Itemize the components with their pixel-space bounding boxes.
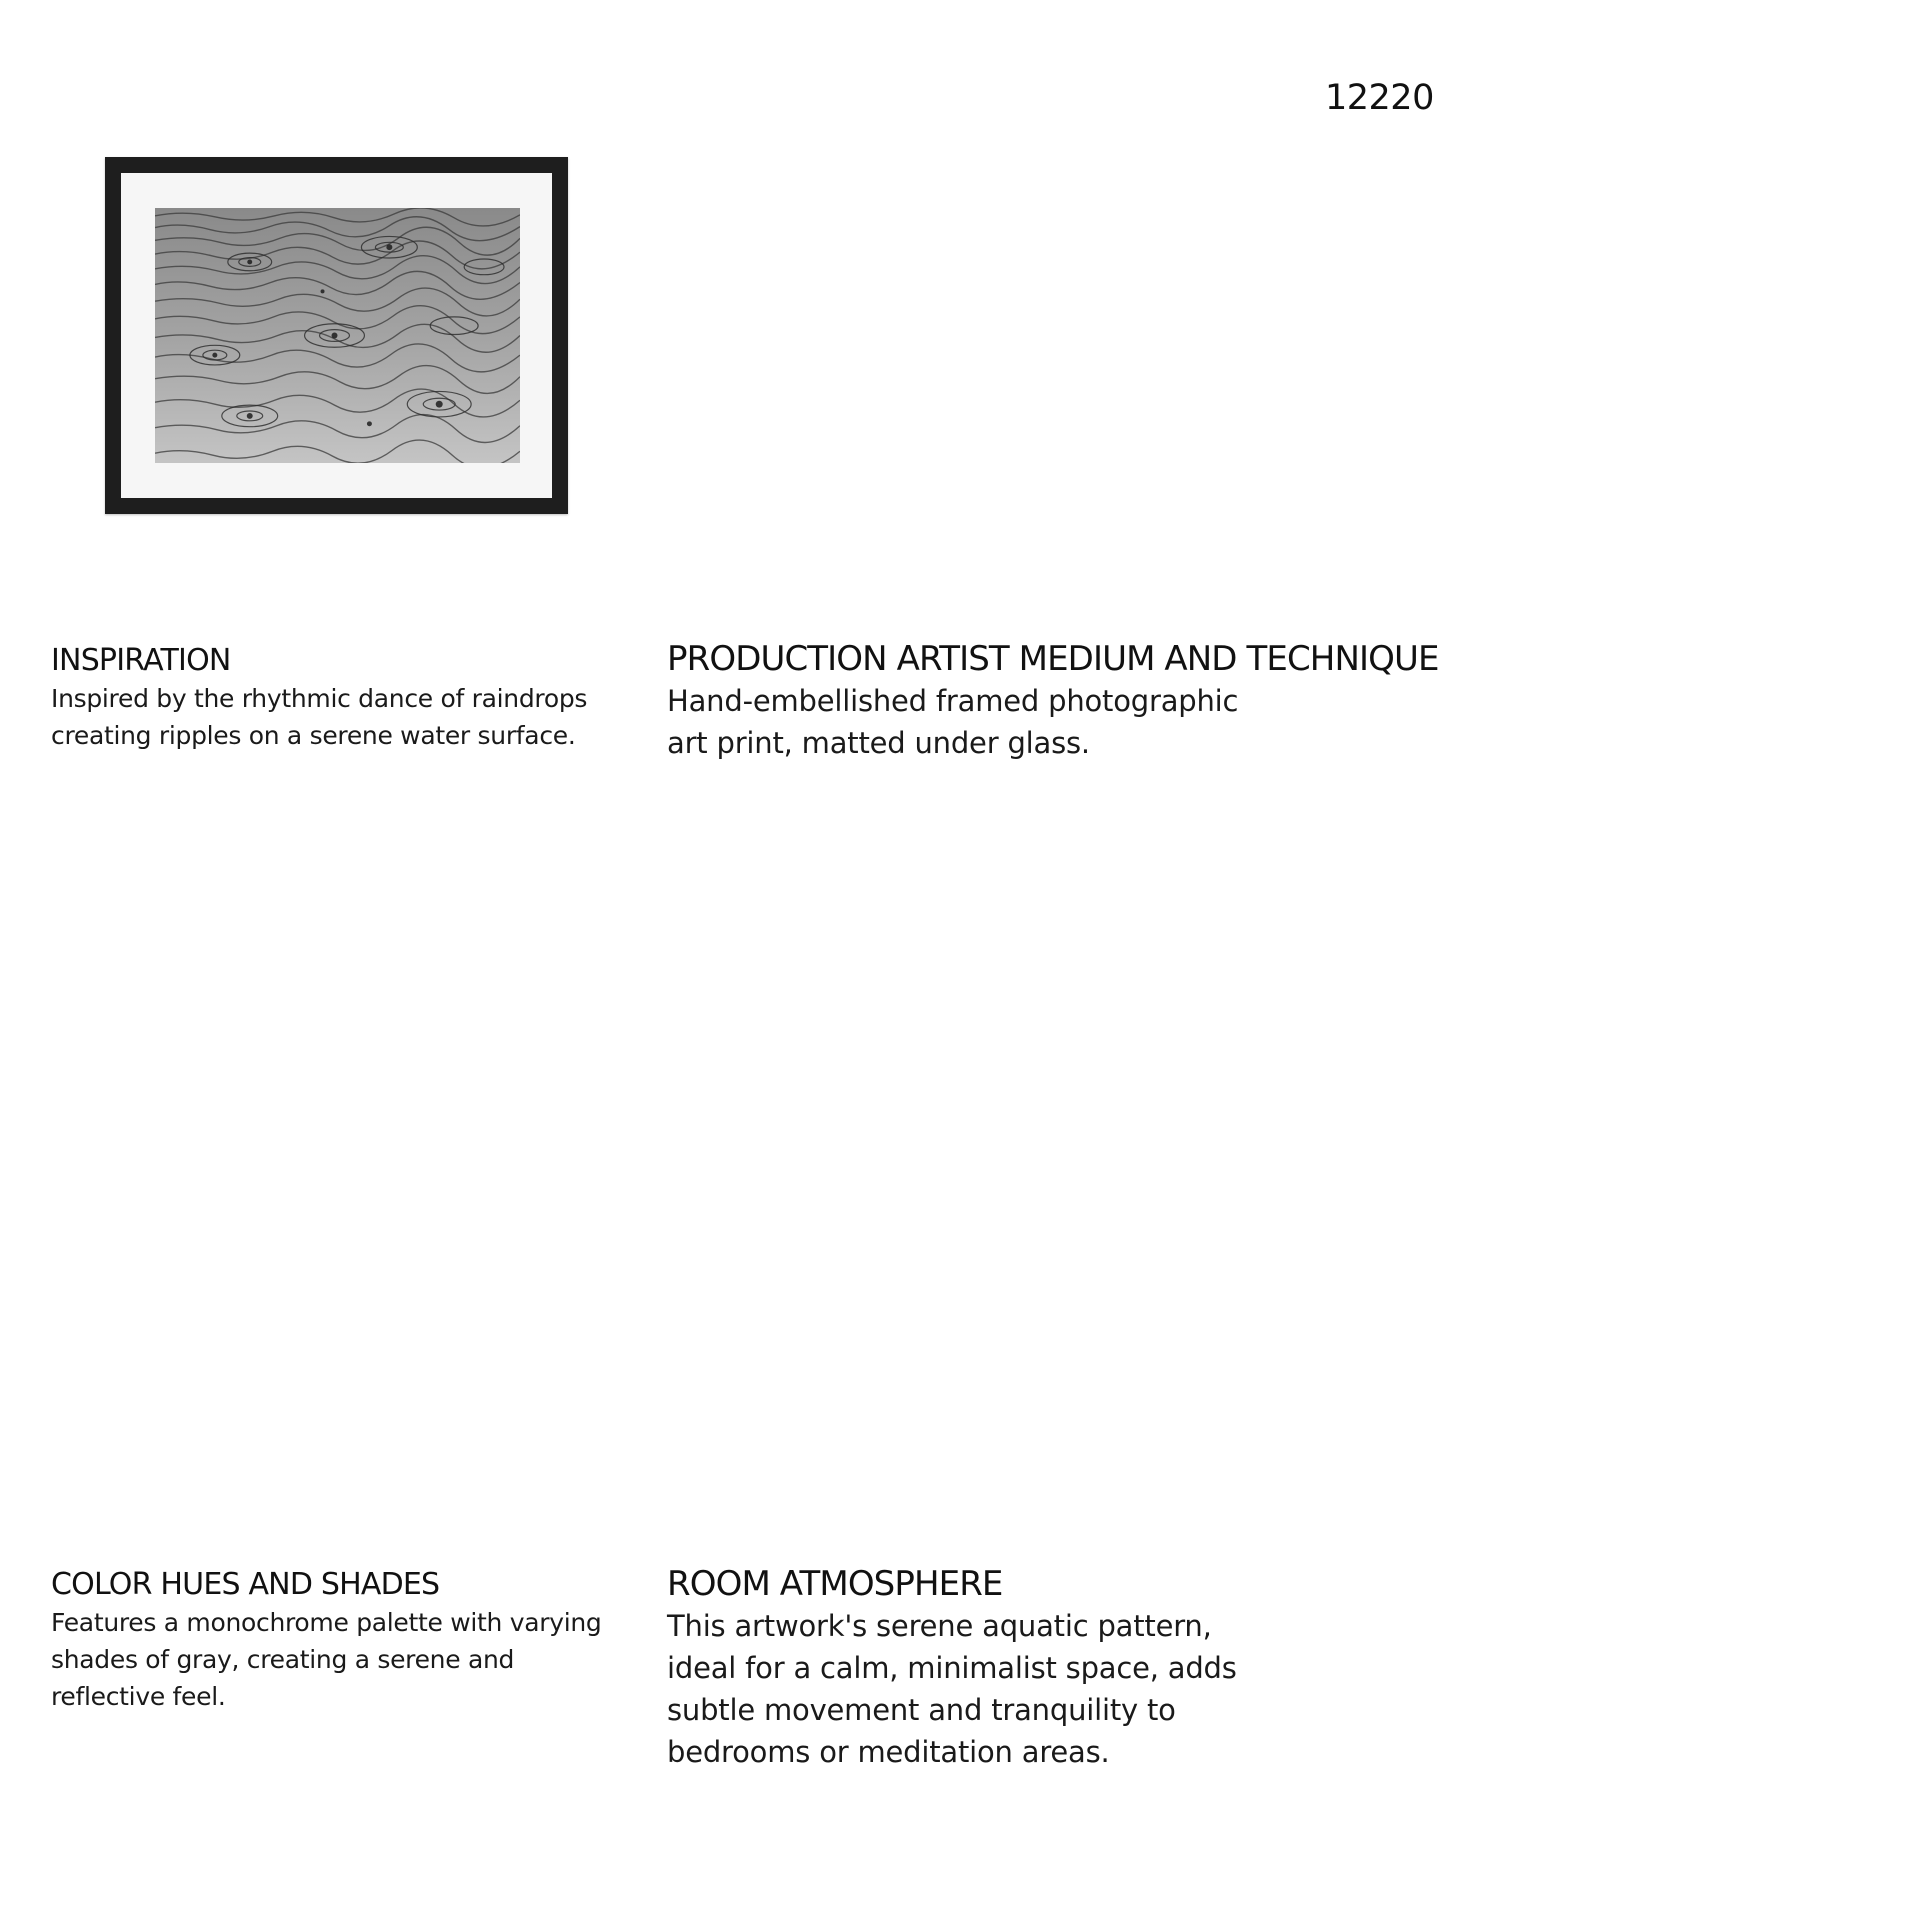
rain-ripples-photo-icon xyxy=(155,208,520,463)
artwork-frame xyxy=(105,157,568,514)
inspiration-heading: INSPIRATION xyxy=(51,643,231,678)
artwork-mat xyxy=(121,173,552,498)
inspiration-section xyxy=(51,642,641,754)
production-heading: PRODUCTION ARTIST MEDIUM AND TECHNIQUE xyxy=(667,639,1439,679)
inspiration-text: Inspired by the rhythmic dance of raindrops creating ripples on a serene water surface. xyxy=(51,684,588,750)
room-section xyxy=(667,1563,1427,1773)
room-text: This artwork's serene aquatic pattern, ideal for a calm, minimalist space, adds subtle movement and tranquility to bedrooms or meditation areas. xyxy=(667,1609,1237,1769)
room-heading: ROOM ATMOSPHERE xyxy=(667,1564,1003,1604)
color-text: Features a monochrome palette with varying shades of gray, creating a serene and reflective feel. xyxy=(51,1608,602,1711)
product-sku: 12220 xyxy=(1325,78,1434,118)
color-section xyxy=(51,1566,641,1715)
color-heading: COLOR HUES AND SHADES xyxy=(51,1567,440,1602)
production-section xyxy=(667,638,1567,764)
production-text: Hand-embellished framed photographic art print, matted under glass. xyxy=(667,684,1239,760)
